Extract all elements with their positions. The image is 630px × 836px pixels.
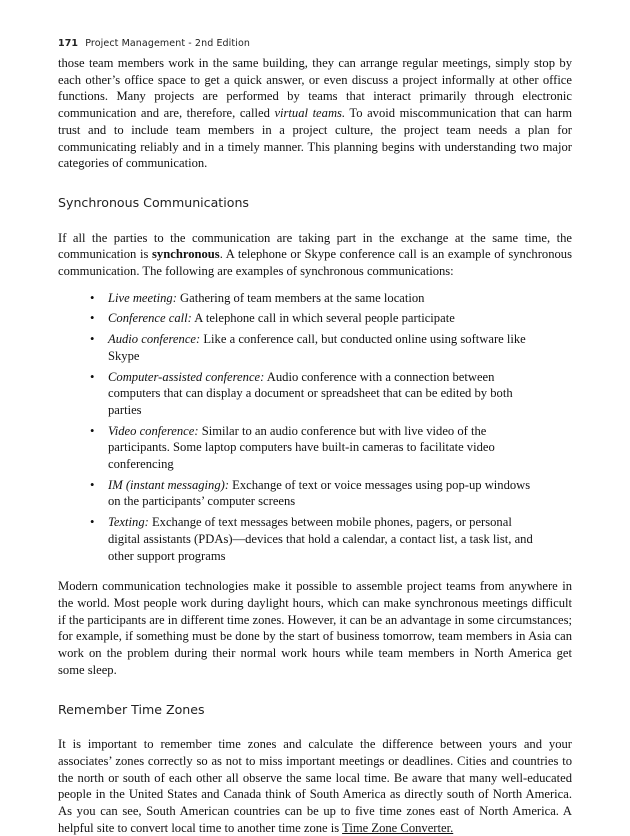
paragraph-time-zones [58,736,572,836]
running-header [58,38,250,49]
paragraph-virtual-teams [58,55,572,172]
bullet-icon: • [90,515,95,530]
list-item-term: Texting: [108,515,149,530]
time-zone-converter-link[interactable]: Time Zone Converter. [342,820,454,835]
list-item [90,310,572,327]
bullet-icon: • [90,290,95,305]
book-title: Project Management - 2nd Edition [85,38,251,49]
list-item-text: Like a conference call, but conducted online using software like Skype [108,332,526,363]
list-item [90,514,572,564]
paragraph-text: those team members work in the same building, they can arrange regular meetings, simply stop by each other’s office space to get a quick answer, or even discuss a project informally at other office functions. Many projects are performed by teams that interact primarily through electronic communication and are, therefore, called [58,56,572,121]
bullet-icon: • [90,477,95,492]
list-item-text: Exchange of text messages between mobile phones, pagers, or personal digital assistants (PDAs)—devices that hold a calendar, a contact list, a task list, and other support programs [108,515,533,563]
section-heading-synchronous: Synchronous Communications [58,194,249,210]
list-item-text: A telephone call in which several people participate [191,311,455,326]
bullet-icon: • [90,423,95,438]
paragraph-synchronous-intro [58,230,572,280]
paragraph-text: To avoid miscommunication that can harm trust and to include team members in a project culture, the project team needs a plan for communicating reliably and in a timely manner. This planning begins with understanding two major categories of communication. [58,106,572,171]
bullet-icon: • [90,311,95,326]
virtual-teams-term: virtual teams. [274,106,346,121]
list-item [90,423,572,473]
list-item-term: Video conference: [108,423,199,438]
paragraph-text: It is important to remember time zones and calculate the difference between yours and your associates’ zones correctly so as not to miss important meetings or deadlines. Cities and countries to the north or south of each other all observe the same local time. Be aware that many well-educated people in the United States and Canada think of South America as directly south of North America. As you can see, South American countries can be up to five time zones east of North America. A helpful site to convert local time to another time zone is [58,737,572,835]
page-body [58,55,572,836]
section-heading-time-zones: Remember Time Zones [58,701,205,717]
list-item [90,477,572,510]
paragraph-modern-communication: Modern communication technologies make it possible to assemble project teams from anywhere in the world. Most people work during daylight hours, which can make synchronous meetings difficult if the participants are in different time zones. However, it can be an advantage in some circumstances; for example, if something must be done by the start of business tomorrow, team members in Asia can work on the problem during their normal work hours while team members in North America get some sleep. [58,579,573,677]
synchronous-term: synchronous [152,247,220,262]
list-item-term: Computer-assisted conference: [108,369,265,384]
list-item [90,331,572,364]
list-item-text: Audio conference with a connection between computers that can display a document or spreadsheet that can be edited by both parties [108,369,513,417]
synchronous-examples-list [90,290,572,565]
list-item-term: Conference call: [108,311,192,326]
bullet-icon: • [90,332,95,347]
list-item-term: Live meeting: [108,290,177,305]
list-item-term: IM (instant messaging): [108,477,230,492]
paragraph-text: If all the parties to the communication are taking part in the exchange at the same time, the communication is [58,230,572,262]
list-item-text: Similar to an audio conference but with live video of the participants. Some laptop computers have built-in cameras to facilitate video conferencing [108,423,495,472]
list-item [90,369,572,419]
bullet-icon: • [90,369,95,384]
list-item-term: Audio conference: [108,332,201,347]
paragraph-text: . A telephone or Skype conference call is an example of synchronous communication. The following are examples of synchronous communications: [58,247,573,279]
list-item [90,290,572,307]
page-number: 171 [58,38,79,49]
list-item-text: Exchange of text or voice messages using pop-up windows on the participants’ computer screens [108,477,531,509]
list-item-text: Gathering of team members at the same location [176,290,425,305]
